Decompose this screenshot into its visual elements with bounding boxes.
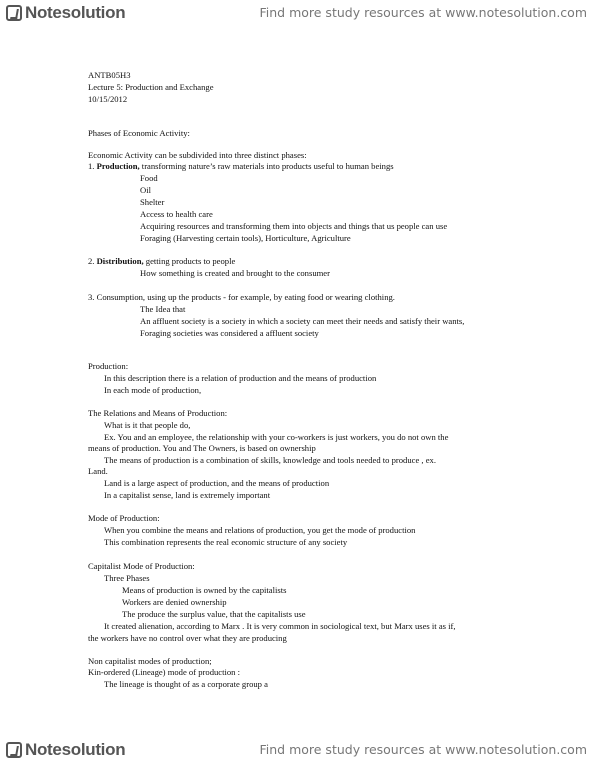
line-text: Production: [88, 361, 129, 371]
note-line [104, 432, 448, 442]
note-line [88, 292, 395, 302]
line-text: In a capitalist sense, land is extremely important [104, 490, 271, 500]
line-text: Access to health care [140, 209, 213, 219]
line-text: It created alienation, according to Marx . It is very common in sociological text, but Marx uses it as if, [104, 621, 456, 631]
line-text: Acquiring resources and transforming them into objects and things that us people can use [140, 221, 448, 231]
note-line [104, 537, 347, 547]
note-line [88, 656, 212, 666]
note-line [104, 455, 436, 465]
notesolution-logo-icon [6, 5, 22, 21]
line-text: Land. [88, 466, 108, 476]
note-line [88, 161, 394, 171]
line-text: 3. Consumption, using up the products - for example, by eating food or wearing clothing. [88, 292, 395, 302]
note-line [88, 256, 235, 266]
note-line [104, 490, 270, 500]
note-line [140, 304, 185, 314]
note-line [88, 466, 108, 476]
list-number: 1. [88, 161, 97, 171]
line-text: Foraging societies was considered a affluent society [140, 328, 319, 338]
note-line [140, 197, 164, 207]
line-text: getting products to people [143, 256, 236, 266]
line-text: means of production. You and The Owners, is based on ownership [88, 443, 316, 453]
note-line [104, 679, 268, 689]
note-line [88, 561, 195, 571]
course-code: ANTB05H3 [88, 70, 131, 80]
line-text: Foraging (Harvesting certain tools), Horticulture, Agriculture [140, 233, 351, 243]
notesolution-logo-icon [6, 742, 22, 758]
tagline-link-bottom[interactable]: Find more study resources at www.notesolution.com [259, 742, 587, 757]
line-text: Phases of Economic Activity: [88, 128, 190, 138]
note-line [88, 667, 240, 677]
lecture-date: 10/15/2012 [88, 94, 128, 104]
note-line [88, 633, 287, 643]
line-text: The Idea that [140, 304, 186, 314]
logo-text: Notesolution [25, 3, 126, 22]
line-text: What is it that people do, [104, 420, 191, 430]
line-text: Workers are denied ownership [122, 597, 227, 607]
line-text: The lineage is thought of as a corporate group a [104, 679, 268, 689]
line-text: Three Phases [104, 573, 150, 583]
line-text: In each mode of production, [104, 385, 202, 395]
line-text: How something is created and brought to the consumer [140, 268, 330, 278]
note-line [140, 233, 351, 243]
line-text: Mode of Production: [88, 513, 160, 523]
list-number: 2. [88, 256, 97, 266]
tagline-link[interactable]: Find more study resources at www.notesolution.com [259, 5, 587, 20]
line-text: Non capitalist modes of production; [88, 656, 212, 666]
note-line [88, 361, 128, 371]
note-line [104, 525, 415, 535]
note-line [88, 443, 316, 453]
note-line [88, 150, 307, 160]
note-line [104, 373, 376, 383]
note-line [122, 597, 227, 607]
top-banner [0, 0, 595, 26]
note-line [104, 385, 201, 395]
lecture-title: Lecture 5: Production and Exchange [88, 82, 214, 92]
note-line [122, 585, 286, 595]
line-text: The Relations and Means of Production: [88, 408, 228, 418]
line-text: The means of production is a combination of skills, knowledge and tools needed to produce , ex. [104, 455, 436, 465]
notesolution-logo[interactable] [6, 2, 125, 24]
logo-text: Notesolution [25, 740, 126, 759]
line-text: Land is a large aspect of production, and the means of production [104, 478, 330, 488]
line-text: Kin-ordered (Lineage) mode of production : [88, 667, 241, 677]
line-text: Oil [140, 185, 151, 195]
bold-term: Production, [96, 161, 140, 171]
note-line [140, 173, 158, 183]
note-line [140, 209, 213, 219]
line-text: An affluent society is a society in which a society can meet their needs and satisfy their wants, [140, 316, 465, 326]
bottom-banner [0, 737, 595, 763]
note-line [104, 478, 329, 488]
line-text: When you combine the means and relations of production, you get the mode of production [104, 525, 416, 535]
line-text: The produce the surplus value, that the capitalists use [122, 609, 306, 619]
note-line [88, 408, 227, 418]
line-text: In this description there is a relation of production and the means of production [104, 373, 377, 383]
line-text: Economic Activity can be subdivided into three distinct phases: [88, 150, 307, 160]
note-line [88, 128, 190, 138]
line-text: Food [140, 173, 158, 183]
note-line [140, 221, 447, 231]
note-line [104, 573, 150, 583]
note-line [140, 268, 330, 278]
note-line [140, 316, 464, 326]
line-text: Capitalist Mode of Production: [88, 561, 195, 571]
note-line [140, 185, 151, 195]
line-text: Shelter [140, 197, 165, 207]
notesolution-logo-bottom[interactable] [6, 739, 125, 761]
line-text: Ex. You and an employee, the relationship with your co-workers is just workers, you do not own the [104, 432, 449, 442]
bold-term: Distribution, [96, 256, 144, 266]
line-text: the workers have no control over what they are producing [88, 633, 287, 643]
note-line [140, 328, 319, 338]
line-text: This combination represents the real economic structure of any society [104, 537, 348, 547]
line-text: transforming nature’s raw materials into products useful to human beings [139, 161, 394, 171]
note-line [104, 420, 190, 430]
note-line [88, 513, 160, 523]
note-line [104, 621, 456, 631]
note-line [122, 609, 306, 619]
line-text: Means of production is owned by the capitalists [122, 585, 287, 595]
